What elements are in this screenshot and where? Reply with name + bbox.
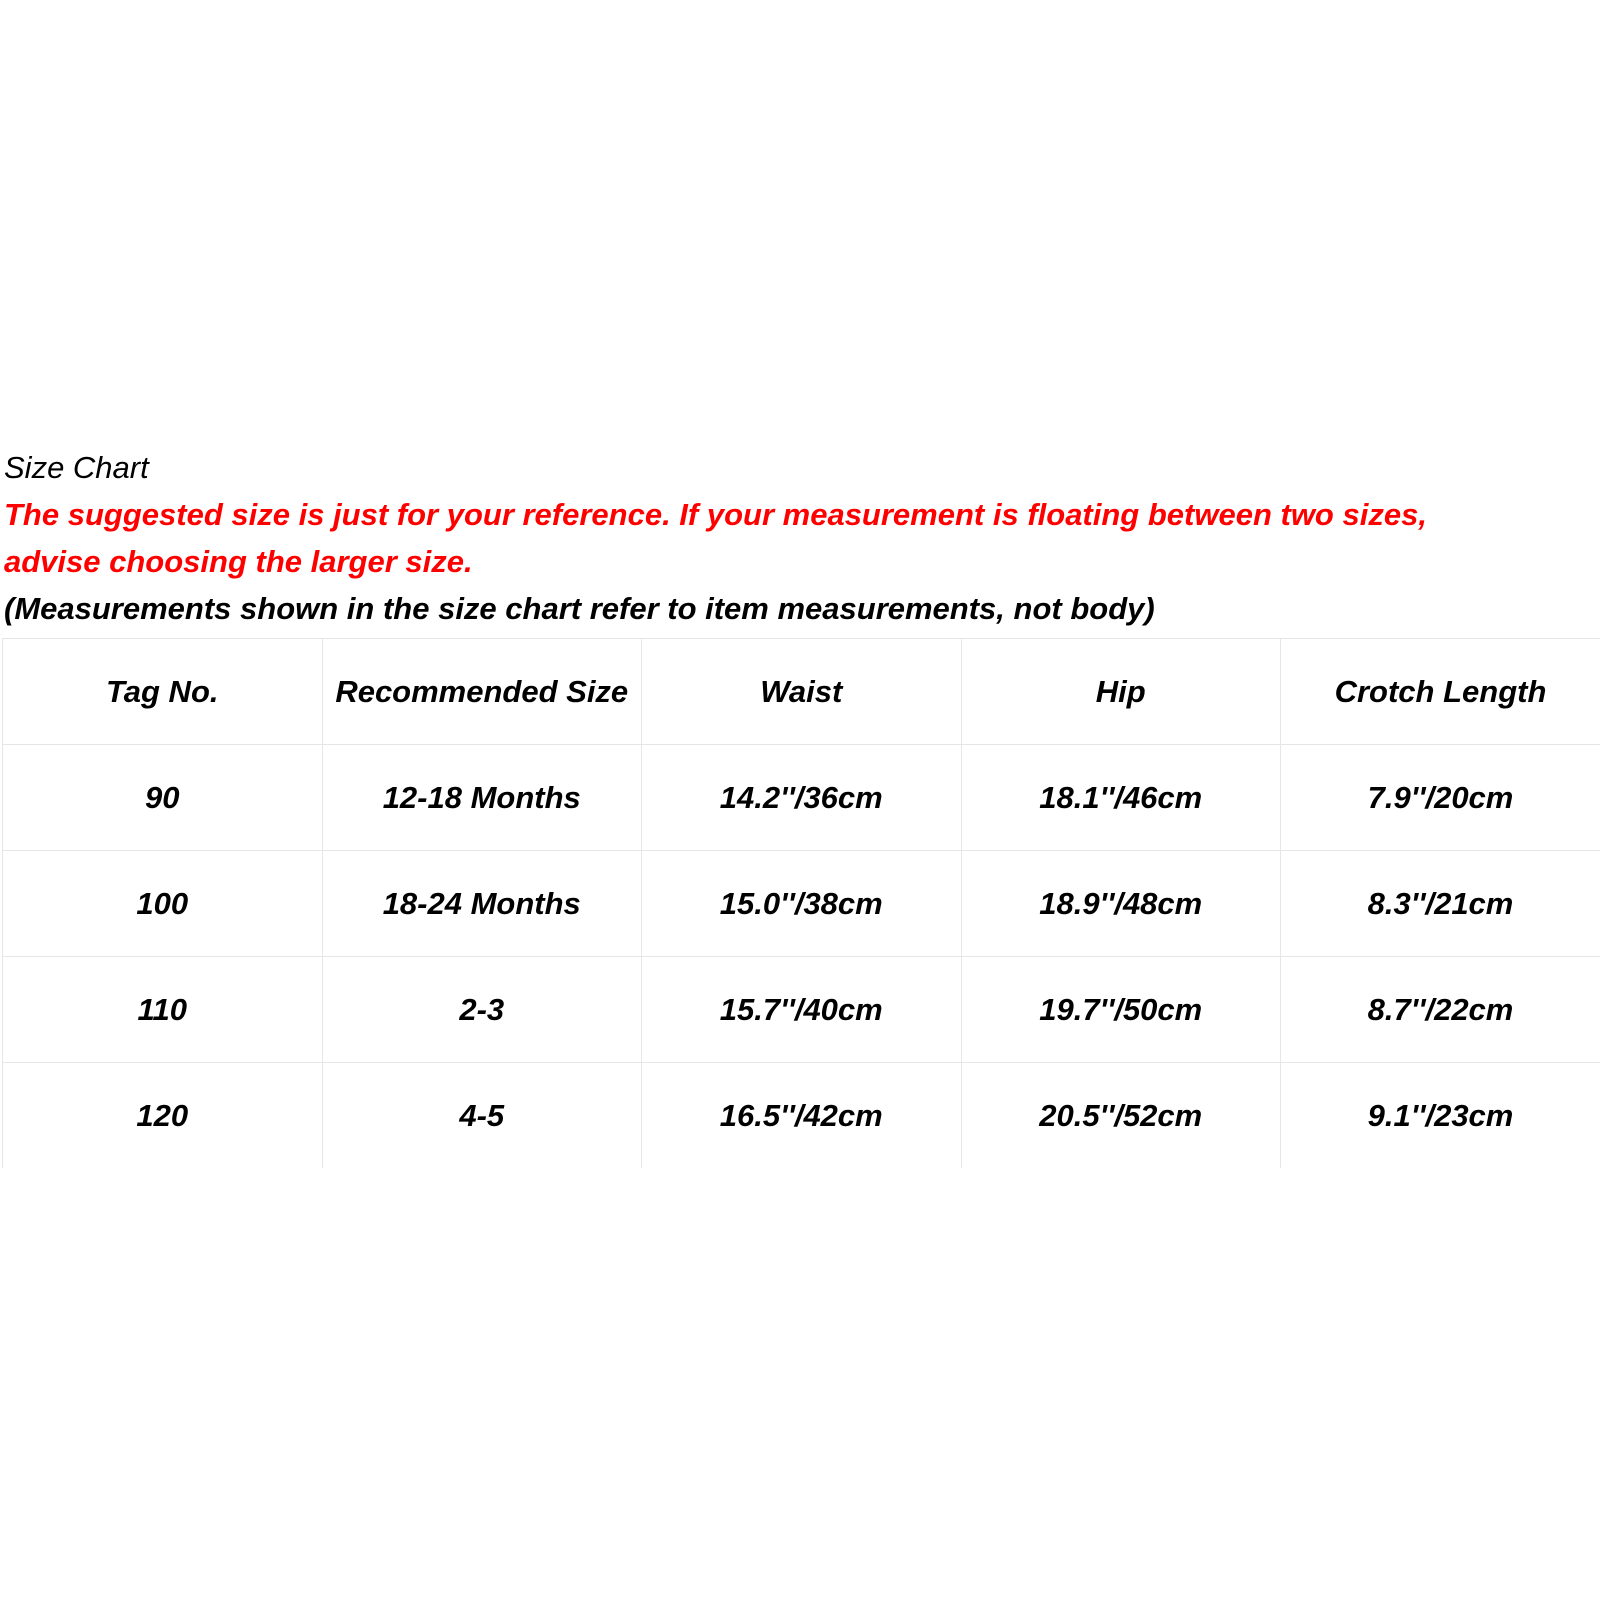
size-table xyxy=(2,638,1600,1168)
cell-waist: 16.5''/42cm xyxy=(642,1063,962,1169)
table-row xyxy=(3,745,1600,851)
cell-waist: 14.2''/36cm xyxy=(642,745,962,851)
cell-tag-no: 90 xyxy=(3,745,323,851)
cell-tag-no: 120 xyxy=(3,1063,323,1169)
header-recommended-size: Recommended Size xyxy=(322,639,642,745)
header-tag-no: Tag No. xyxy=(3,639,323,745)
cell-tag-no: 100 xyxy=(3,851,323,957)
cell-waist: 15.0''/38cm xyxy=(642,851,962,957)
size-notice-line-1: The suggested size is just for your reference. If your measurement is floating between two sizes, xyxy=(4,497,1427,532)
size-chart-heading xyxy=(4,444,1600,632)
cell-hip: 20.5''/52cm xyxy=(961,1063,1281,1169)
cell-crotch-length: 7.9''/20cm xyxy=(1281,745,1600,851)
table-row xyxy=(3,957,1600,1063)
cell-crotch-length: 9.1''/23cm xyxy=(1281,1063,1600,1169)
table-row xyxy=(3,1063,1600,1169)
header-hip: Hip xyxy=(961,639,1281,745)
cell-tag-no: 110 xyxy=(3,957,323,1063)
cell-hip: 19.7''/50cm xyxy=(961,957,1281,1063)
cell-hip: 18.9''/48cm xyxy=(961,851,1281,957)
cell-recommended-size: 4-5 xyxy=(322,1063,642,1169)
cell-recommended-size: 12-18 Months xyxy=(322,745,642,851)
size-notice-line-2: advise choosing the larger size. xyxy=(4,544,473,579)
cell-recommended-size: 18-24 Months xyxy=(322,851,642,957)
cell-waist: 15.7''/40cm xyxy=(642,957,962,1063)
page-title: Size Chart xyxy=(4,450,149,485)
cell-crotch-length: 8.7''/22cm xyxy=(1281,957,1600,1063)
header-waist: Waist xyxy=(642,639,962,745)
cell-hip: 18.1''/46cm xyxy=(961,745,1281,851)
table-row xyxy=(3,851,1600,957)
table-header-row xyxy=(3,639,1600,745)
measurement-disclaimer: (Measurements shown in the size chart refer to item measurements, not body) xyxy=(4,591,1155,626)
cell-recommended-size: 2-3 xyxy=(322,957,642,1063)
header-crotch-length: Crotch Length xyxy=(1281,639,1600,745)
cell-crotch-length: 8.3''/21cm xyxy=(1281,851,1600,957)
